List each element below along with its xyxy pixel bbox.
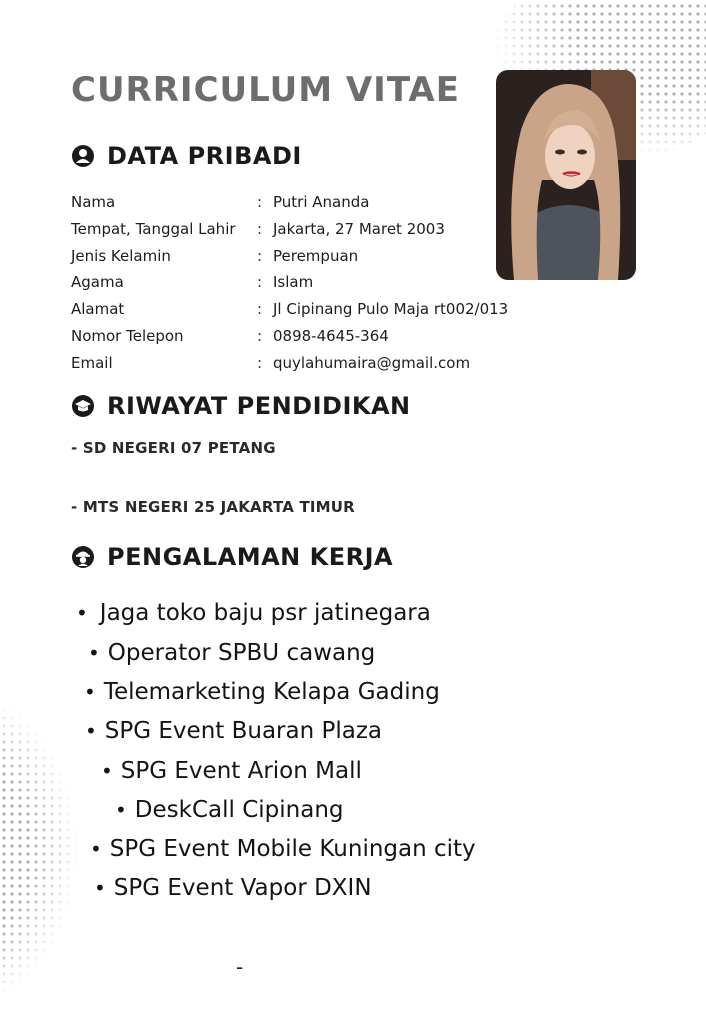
work-item-text: SPG Event Arion Mall [120,758,362,784]
section-title-education: RIWAYAT PENDIDIKAN [107,392,411,420]
field-colon: : [257,247,263,265]
work-item-text: SPG Event Buaran Plaza [104,718,383,744]
bullet-icon: • [115,798,127,822]
section-title-work: PENGALAMAN KERJA [107,543,394,571]
bullet-icon: • [76,601,88,625]
field-colon: : [257,354,263,372]
field-label: Jenis Kelamin [71,247,171,265]
field-value: Putri Ananda [273,193,370,211]
cv-title: CURRICULUM VITAE [71,70,460,110]
work-item [115,797,344,823]
field-label: Tempat, Tanggal Lahir [71,220,236,238]
field-value: Islam [273,273,314,291]
work-item-text: SPG Event Vapor DXIN [113,875,372,901]
work-item-text: SPG Event Mobile Kuningan city [109,836,476,862]
work-item-text: Jaga toko baju psr jatinegara [99,600,431,626]
work-item-text: DeskCall Cipinang [134,797,344,823]
bullet-icon: • [94,876,106,900]
work-item [84,679,440,705]
personal-row-gender [71,247,358,265]
field-label: Nomor Telepon [71,327,184,345]
personal-row-phone [71,327,389,345]
worker-icon [71,545,95,569]
work-item-text: Telemarketing Kelapa Gading [103,679,440,705]
section-riwayat-pendidikan [71,392,411,420]
field-colon: : [257,193,263,211]
personal-row-email [71,354,470,372]
bullet-icon: • [84,680,96,704]
education-item: - MTS NEGERI 25 JAKARTA TIMUR [71,498,355,516]
field-value: 0898-4645-364 [273,327,389,345]
personal-row-birth [71,220,445,238]
personal-row-name [71,193,369,211]
field-label: Email [71,354,113,372]
work-item [76,600,431,626]
footer-dash: - [236,955,244,979]
field-value: Jl Cipinang Pulo Maja rt002/013 [273,300,509,318]
field-colon: : [257,220,263,238]
work-item [94,875,372,901]
bullet-icon: • [85,719,97,743]
field-value: Perempuan [273,247,359,265]
bullet-icon: • [90,837,102,861]
field-colon: : [257,273,263,291]
personal-row-religion [71,273,313,291]
work-item [101,758,362,784]
section-data-pribadi [71,142,302,170]
section-title-personal: DATA PRIBADI [107,142,302,170]
work-item [88,640,375,666]
education-item: - SD NEGERI 07 PETANG [71,439,276,457]
bullet-icon: • [88,641,100,665]
profile-photo [496,70,636,280]
user-icon [71,144,95,168]
field-label: Agama [71,273,124,291]
section-pengalaman-kerja [71,543,393,571]
field-value: Jakarta, 27 Maret 2003 [273,220,445,238]
field-value: quylahumaira@gmail.com [273,354,471,372]
decorative-dots-bottom-left [0,690,80,1010]
field-label: Alamat [71,300,125,318]
field-colon: : [257,327,263,345]
field-colon: : [257,300,263,318]
bullet-icon: • [101,759,113,783]
work-item-text: Operator SPBU cawang [107,640,376,666]
work-item [90,836,476,862]
personal-row-address [71,300,508,318]
work-item [85,718,382,744]
graduation-cap-icon [71,394,95,418]
field-label: Nama [71,193,116,211]
